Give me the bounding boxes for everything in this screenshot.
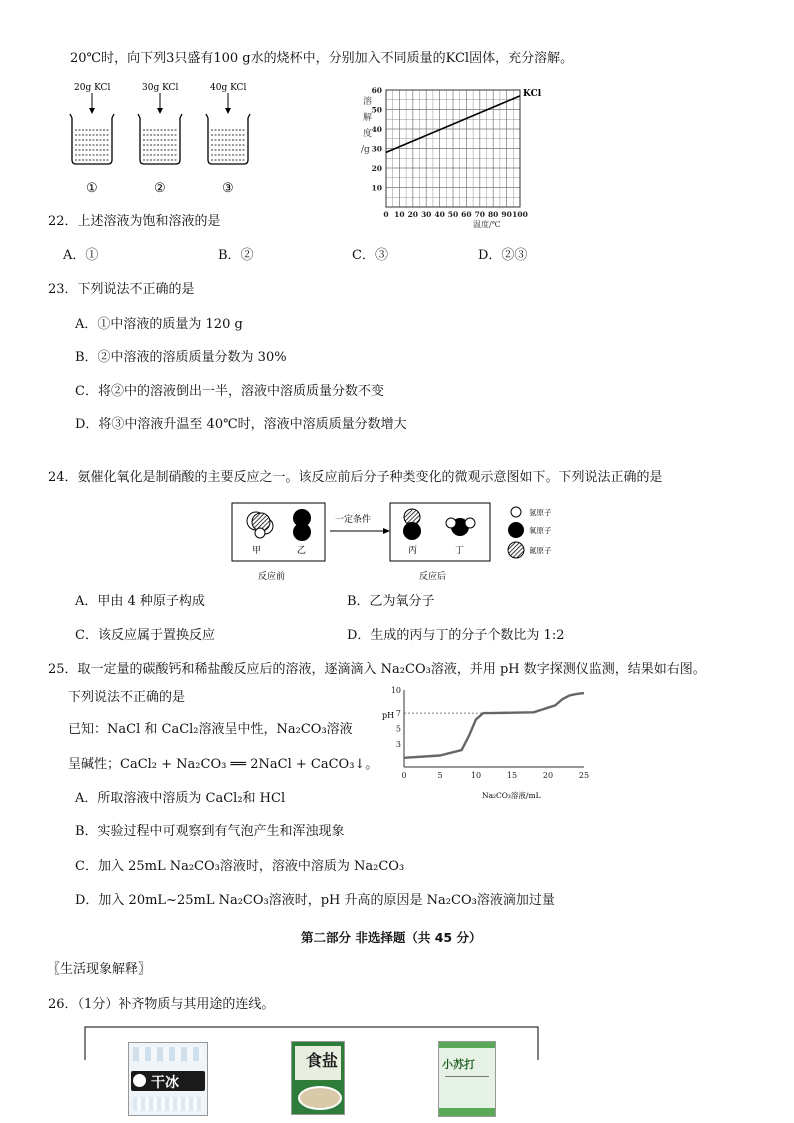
arrow-condition: 一定条件	[335, 515, 372, 525]
ph-xtick-label: 20	[542, 771, 554, 780]
ph-xlabel: Na₂CO₃溶液/mL	[482, 791, 541, 800]
sol-xtick-label: 90	[501, 210, 512, 219]
q22-option-c[interactable]: C．③	[352, 248, 388, 263]
sol-ylabel-1: 溶	[363, 97, 373, 107]
sol-grid	[386, 90, 520, 207]
beaker-1-label: 20g KCl	[74, 83, 111, 93]
ph-series-line	[404, 693, 584, 758]
beaker-3-label: 40g KCl	[210, 83, 247, 93]
oxygen-atom-icon	[508, 522, 524, 538]
q25-option-a[interactable]: A．所取溶液中溶质为 CaCl₂和 HCl	[75, 791, 286, 806]
salt-text: 食盐	[306, 1051, 339, 1070]
ph-xtick-label: 10	[470, 771, 482, 780]
sol-xtick-label: 70	[474, 210, 486, 219]
q25-option-d[interactable]: D．加入 20mL~25mL Na₂CO₃溶液时，pH 升高的原因是 Na₂CO₃溶液滴加过量	[75, 893, 555, 908]
sol-ytick-label: 40	[371, 125, 382, 134]
no-molecule	[403, 509, 421, 540]
sol-xtick-label: 0	[383, 210, 389, 219]
label-after: 反应后	[419, 572, 447, 582]
legend-hydrogen: 氢原子	[529, 508, 552, 517]
q23-option-c[interactable]: C．将②中的溶液倒出一半，溶液中溶质质量分数不变	[75, 384, 384, 399]
sol-ytick-label: 20	[371, 164, 382, 173]
sol-xtick-label: 10	[394, 210, 405, 219]
sol-ytick-label: 10	[371, 183, 382, 193]
ph-ylabel: pH	[382, 711, 395, 720]
q26-stem: 26．（1分）补齐物质与其用途的连线。	[48, 997, 275, 1012]
legend-nitrogen: 氮原子	[529, 546, 552, 555]
label-bing: 丙	[408, 546, 418, 556]
sol-ylabel-3: 度	[363, 129, 373, 139]
dry-ice-package-image	[128, 1042, 208, 1116]
water-molecule	[446, 518, 475, 536]
salt-package-image	[291, 1041, 345, 1115]
q23-option-d[interactable]: D．将③中溶液升温至 40℃时，溶液中溶质质量分数增大	[75, 417, 407, 432]
legend-oxygen: 氧原子	[529, 526, 552, 535]
sol-xtick-label: 100	[512, 210, 528, 219]
dry-ice-text: 干冰	[151, 1075, 179, 1091]
dry-ice-logo-icon	[133, 1074, 146, 1087]
q22-option-b[interactable]: B．②	[218, 248, 254, 263]
q22-stem: 22．上述溶液为饱和溶液的是	[48, 214, 221, 229]
sol-ytick-label: 60	[371, 86, 382, 95]
reaction-diagram	[225, 497, 605, 585]
q23-option-a[interactable]: A．①中溶液的质量为 120 g	[75, 317, 243, 332]
q25-option-c[interactable]: C．加入 25mL Na₂CO₃溶液时，溶液中溶质为 Na₂CO₃	[75, 859, 405, 874]
sol-xtick-label: 30	[420, 210, 432, 219]
q24-stem: 24．氨催化氧化是制硝酸的主要反应之一。该反应前后分子种类变化的微观示意图如下。下列说法正确的是	[48, 470, 663, 485]
beaker-3	[206, 83, 250, 196]
intro-text: 20℃时，向下列3只盛有100 g水的烧杯中，分别加入不同质量的KCl固体，充分溶解。	[70, 51, 574, 66]
baking-soda-package-image	[438, 1041, 496, 1117]
sol-xtick-label: 80	[487, 210, 499, 219]
sol-ylabel-2: 解	[363, 113, 373, 123]
q24-option-d[interactable]: D．生成的丙与丁的分子个数比为 1:2	[347, 628, 565, 643]
beaker-1	[70, 83, 114, 196]
sol-xtick-label: 20	[407, 210, 419, 219]
q24-option-b[interactable]: B．乙为氧分子	[347, 594, 435, 609]
oxygen-molecule	[293, 509, 311, 541]
sol-series-label: KCl	[523, 89, 542, 99]
q23-stem: 23．下列说法不正确的是	[48, 282, 195, 297]
sol-xtick-label: 60	[461, 210, 472, 219]
q22-option-d[interactable]: D．②③	[478, 248, 528, 263]
q24-option-a[interactable]: A．甲由 4 种原子构成	[75, 594, 205, 609]
sol-ytick-label: 50	[371, 105, 382, 115]
beaker-2-number: ②	[154, 181, 166, 196]
ph-xtick-label: 5	[437, 771, 443, 780]
q25-known-1: 已知：NaCl 和 CaCl₂溶液呈中性，Na₂CO₃溶液	[68, 722, 353, 737]
baking-soda-text: 小苏打	[442, 1058, 475, 1071]
solubility-chart	[355, 82, 555, 232]
ph-ytick-label: 5	[395, 724, 401, 734]
beaker-1-number: ①	[86, 181, 98, 196]
label-jia: 甲	[252, 546, 262, 556]
q22-option-a[interactable]: A．①	[63, 248, 99, 263]
q25-known-2: 呈碱性；CaCl₂ + Na₂CO₃ ══ 2NaCl + CaCO₃↓。	[68, 757, 379, 772]
section-life: 〖生活现象解释〗	[47, 962, 152, 977]
label-ding: 丁	[455, 546, 465, 556]
ph-xtick-label: 25	[578, 771, 590, 780]
sol-ylabel-4: /g	[361, 145, 370, 155]
nitrogen-atom-icon	[508, 542, 524, 558]
ph-xtick-label: 15	[506, 771, 518, 780]
q25-line2: 下列说法不正确的是	[68, 690, 186, 705]
q25-option-b[interactable]: B．实验过程中可观察到有气泡产生和浑浊现象	[75, 824, 345, 839]
q23-option-b[interactable]: B．②中溶液的溶质质量分数为 30%	[75, 350, 287, 365]
sol-xlabel: 温度/℃	[473, 220, 501, 229]
sol-ytick-label: 30	[371, 144, 382, 154]
q24-option-c[interactable]: C．该反应属于置换反应	[75, 628, 215, 643]
ph-xtick-label: 0	[401, 771, 407, 780]
hydrogen-atom-icon	[511, 507, 521, 517]
ph-ytick-label: 7	[395, 709, 401, 719]
sol-xtick-label: 40	[434, 210, 445, 219]
ph-ytick-label: 3	[395, 739, 401, 749]
label-before: 反应前	[258, 572, 286, 582]
part2-title: 第二部分 非选择题（共 45 分）	[301, 930, 482, 945]
label-yi: 乙	[297, 546, 307, 556]
ammonia-molecule	[247, 512, 273, 538]
beaker-3-number: ③	[222, 181, 234, 196]
beakers-figure	[62, 78, 262, 198]
ph-ytick-label: 10	[390, 686, 401, 695]
beaker-2	[138, 83, 182, 196]
q25-stem: 25．取一定量的碳酸钙和稀盐酸反应后的溶液，逐滴滴入 Na₂CO₃溶液，并用 pH 数字探测仪监测，结果如右图。	[48, 662, 706, 677]
ph-chart	[372, 682, 602, 802]
beaker-2-label: 30g KCl	[142, 83, 179, 93]
sol-xtick-label: 50	[447, 210, 459, 219]
